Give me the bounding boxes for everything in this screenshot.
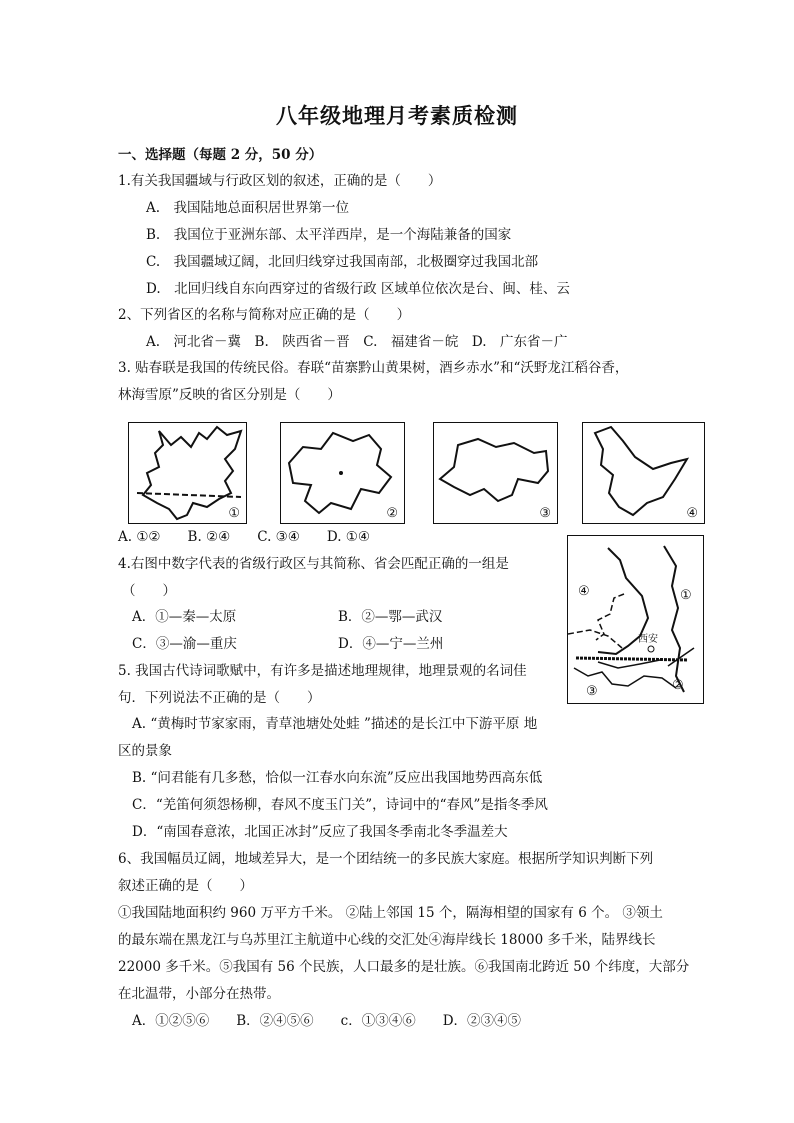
q4-blank: （ ） xyxy=(122,583,176,599)
q5-option-a-line2: 区的景象 xyxy=(118,743,172,759)
q5-option-c: C．“羌笛何须怨杨柳，春风不度玉门关”，诗词中的“春风”是指冬季风 xyxy=(132,797,548,813)
q3-options: A. ①② B. ②④ C. ③④ D. ①④ xyxy=(118,529,371,545)
q3-map-1-label: ① xyxy=(228,506,240,521)
q6-statement-line2: 的最东端在黑龙江与乌苏里江主航道中心线的交汇处④海岸线长 18000 多千米，陆界线长 xyxy=(118,932,656,948)
q1-option-a: A. 我国陆地总面积居世界第一位 xyxy=(146,200,350,216)
q4-map-city-xian: 西安 xyxy=(638,634,658,645)
q3-map-1 xyxy=(128,422,247,524)
q1-option-b: B. 我国位于亚洲东部、太平洋西岸，是一个海陆兼备的国家 xyxy=(146,227,512,243)
q4-stem: 4.右图中数字代表的省级行政区与其简称、省会匹配正确的一组是 xyxy=(118,556,509,572)
q3-stem-line1: 3. 贴春联是我国的传统民俗。春联“苗寨黔山黄果树，酒乡赤水”和“沃野龙江稻谷香， xyxy=(118,360,629,376)
q3-map-2-label: ② xyxy=(386,506,398,521)
q4-option-c: C．③—渝—重庆 xyxy=(132,636,237,652)
q4-map xyxy=(567,535,704,704)
page-title: 八年级地理月考素质检测 xyxy=(276,103,518,128)
q3-map-3-label: ③ xyxy=(539,506,551,521)
q4-map-label-1: ① xyxy=(680,588,692,603)
q3-map-2 xyxy=(280,422,405,524)
q6-stem-line1: 6、我国幅员辽阔，地域差异大，是一个团结统一的多民族大家庭。根据所学知识判断下列 xyxy=(118,851,654,867)
q6-statement-line1: ①我国陆地面积约 960 万平方千米。 ②陆上邻国 15 个，隔海相望的国家有 6 个。 ③领土 xyxy=(118,905,663,921)
q4-map-label-4: ④ xyxy=(578,584,590,599)
q6-options: A．①②⑤⑥ B．②④⑤⑥ c．①③④⑥ D．②③④⑤ xyxy=(132,1013,522,1029)
q4-option-a: A．①—秦—太原 xyxy=(132,609,237,625)
q5-stem-line1: 5. 我国古代诗词歌赋中，有许多是描述地理规律，地理景观的名词佳 xyxy=(118,663,527,679)
q5-option-b: B. “问君能有几多愁，恰似一江春水向东流”反应出我国地势西高东低 xyxy=(132,770,543,786)
q2-options: A. 河北省－冀 B. 陕西省－晋 C. 福建省－皖 D. 广东省－广 xyxy=(146,334,568,350)
q5-option-a-line1: A. “黄梅时节家家雨，青草池塘处处蛙 ”描述的是长江中下游平原 地 xyxy=(132,716,538,732)
q3-map-4-label: ④ xyxy=(686,506,698,521)
q4-map-label-2: ② xyxy=(672,678,684,693)
q6-statement-line4: 在北温带，小部分在热带。 xyxy=(118,986,280,1002)
section-heading: 一、选择题（每题 2 分，50 分） xyxy=(118,147,323,163)
q1-option-d: D. 北回归线自东向西穿过的省级行政 区域单位依次是台、闽、桂、云 xyxy=(146,281,570,297)
q4-option-d: D．④—宁—兰州 xyxy=(338,636,444,652)
q2-stem: 2、下列省区的名称与简称对应正确的是（ ） xyxy=(118,307,411,323)
q3-map-3 xyxy=(433,422,558,524)
q6-statement-line3: 22000 多千米。⑤我国有 56 个民族，人口最多的是壮族。⑥我国南北跨近 50 个纬度，大部分 xyxy=(118,959,690,975)
q3-stem-line2: 林海雪原”反映的省区分别是（ ） xyxy=(118,387,341,403)
q3-map-4 xyxy=(582,422,705,524)
q5-stem-line2: 句．下列说法不正确的是（ ） xyxy=(118,690,321,706)
q1-option-c: C. 我国疆域辽阔，北回归线穿过我国南部，北极圈穿过我国北部 xyxy=(146,254,539,270)
q5-option-d: D．“南国春意浓，北国正冰封”反应了我国冬季南北冬季温差大 xyxy=(132,824,508,840)
q4-map-label-3: ③ xyxy=(586,684,598,699)
q6-stem-line2: 叙述正确的是（ ） xyxy=(118,878,253,894)
q4-option-b: B．②—鄂—武汉 xyxy=(338,609,443,625)
q1-stem: 1.有关我国疆域与行政区划的叙述，正确的是（ ） xyxy=(118,173,442,189)
